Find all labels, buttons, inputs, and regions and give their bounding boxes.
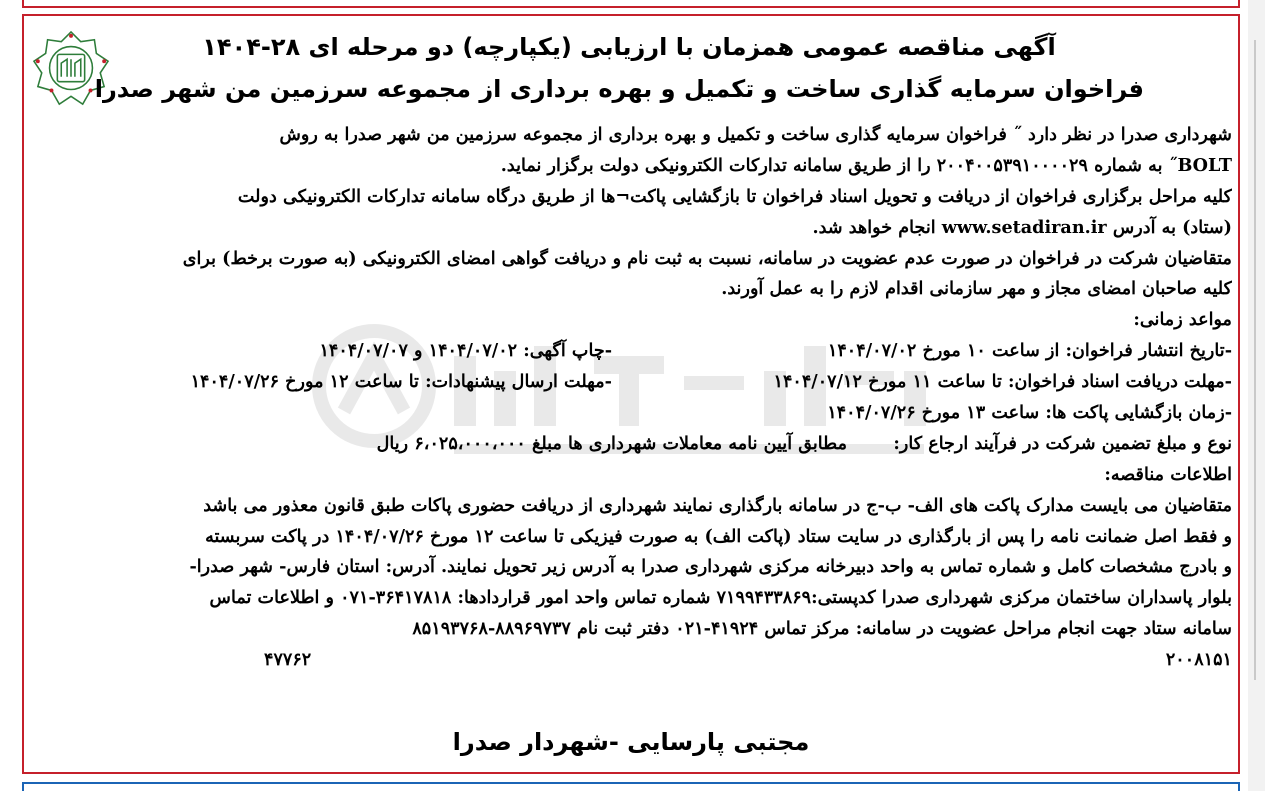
info-line: سامانه ستاد جهت انجام مراحل عضویت در سامانه: مرکز تماس ۴۱۹۲۴-۰۲۱ دفتر ثبت نام ۸۸۹۶۹۷۳۷-۸۵۱۹۳۷۶۸ bbox=[412, 618, 1232, 640]
print-date: -چاپ آگهی: ۱۴۰۴/۰۷/۰۲ و ۱۴۰۴/۰۷/۰۷ bbox=[319, 340, 612, 362]
title-line-2: فراخوان سرمایه گذاری ساخت و تکمیل و بهره برداری از مجموعه سرزمین من شهر صدرا bbox=[94, 75, 1144, 103]
code-right: ۲۰۰۸۱۵۱ bbox=[1165, 649, 1232, 671]
schedule-row-2 bbox=[34, 367, 1232, 398]
process-line-2: (ستاد) به آدرس www.setadiran.ir انجام خواهد شد. bbox=[812, 216, 1232, 238]
code-left: ۴۷۷۶۲ bbox=[264, 649, 312, 671]
notice-codes bbox=[34, 645, 1232, 676]
signature: مجتبی پارسایی -شهردار صدرا bbox=[452, 728, 810, 756]
notice-body bbox=[34, 120, 1232, 676]
page-edge bbox=[1248, 0, 1265, 791]
info-line: بلوار پاسداران ساختمان مرکزی شهرداری صدرا کدپستی:۷۱۹۹۴۳۳۸۶۹ شماره تماس واحد امور قراردادها: ۳۶۴۱۷۸۱۸-۰۷۱ و اطلاعات تماس bbox=[209, 587, 1232, 609]
tender-notice bbox=[22, 14, 1240, 774]
guarantee-value: مطابق آیین نامه معاملات شهرداری ها مبلغ ۶،۰۲۵،۰۰۰،۰۰۰ ریال bbox=[376, 432, 847, 454]
info-line: و فقط اصل ضمانت نامه را پس از بارگذاری در سایت ستاد (پاکت الف) به صورت فیزیکی تا ساعت ۱۲ مورخ ۱۴۰۴/۰۷/۲۶ در پاکت سربسته bbox=[205, 525, 1232, 547]
info-line: متقاضیان می بایست مدارک پاکت های الف- ب-ج در سامانه بارگذاری نمایند شهرداری از دریافت حضوری پاکات طبق قانون معذور می باشد bbox=[203, 494, 1232, 516]
process-line-1: کلیه مراحل برگزاری فراخوان از دریافت و تحویل اسناد فراخوان تا بازگشایی پاکت¬ها از طریق درگاه سامانه تدارکات الکترونیکی دولت bbox=[237, 185, 1232, 207]
previous-notice-frame bbox=[22, 0, 1240, 8]
schedule-heading: مواعد زمانی: bbox=[1133, 309, 1232, 331]
proposal-deadline: -مهلت ارسال پیشنهادات: تا ساعت ۱۲ مورخ ۱۴۰۴/۰۷/۲۶ bbox=[190, 371, 612, 393]
title-line-1: آگهی مناقصه عمومی همزمان با ارزیابی (یکپارچه) دو مرحله ای ۲۸-۱۴۰۴ bbox=[202, 33, 1056, 61]
publish-date: -تاریخ انتشار فراخوان: از ساعت ۱۰ مورخ ۱۴۰۴/۰۷/۰۲ bbox=[827, 340, 1232, 362]
docs-deadline: -مهلت دریافت اسناد فراخوان: تا ساعت ۱۱ مورخ ۱۴۰۴/۰۷/۱۲ bbox=[773, 371, 1232, 393]
info-line: و بادرج مشخصات کامل و شماره تماس به واحد دبیرخانه مرکزی شهرداری صدرا به آدرس زیر تحویل نمایند. آدرس: استان فارس- شهر صدرا- bbox=[189, 556, 1232, 578]
info-heading: اطلاعات مناقصه: bbox=[1104, 463, 1232, 485]
next-notice-frame bbox=[22, 782, 1240, 791]
intro-line-1: شهرداری صدرا در نظر دارد ˝ فراخوان سرمایه گذاری ساخت و تکمیل و بهره برداری از مجموعه سرزمین من شهر صدرا به روش bbox=[279, 124, 1232, 145]
opening-date: -زمان بازگشایی پاکت ها: ساعت ۱۳ مورخ ۱۴۰۴/۰۷/۲۶ bbox=[827, 402, 1232, 424]
applicants-line-1: متقاضیان شرکت در فراخوان در صورت عدم عضویت در سامانه، نسبت به ثبت نام و دریافت گواهی امضای الکترونیکی (به صورت برخط) برای bbox=[182, 247, 1232, 269]
intro-line-2: BOLT˝ به شماره ۲۰۰۴۰۰۵۳۹۱۰۰۰۰۲۹ را از طریق سامانه تدارکات الکترونیکی دولت برگزار نماید. bbox=[500, 154, 1232, 176]
page-edge-line bbox=[1254, 40, 1264, 680]
applicants-line-2: کلیه صاحبان امضای مجاز و مهر سازمانی اقدام لازم را به عمل آورند. bbox=[721, 278, 1232, 300]
notice-title bbox=[94, 26, 1144, 110]
guarantee-row bbox=[34, 429, 1232, 460]
schedule-row-1 bbox=[34, 336, 1232, 367]
guarantee-label: نوع و مبلغ تضمین شرکت در فرآیند ارجاع کار: bbox=[893, 432, 1232, 454]
